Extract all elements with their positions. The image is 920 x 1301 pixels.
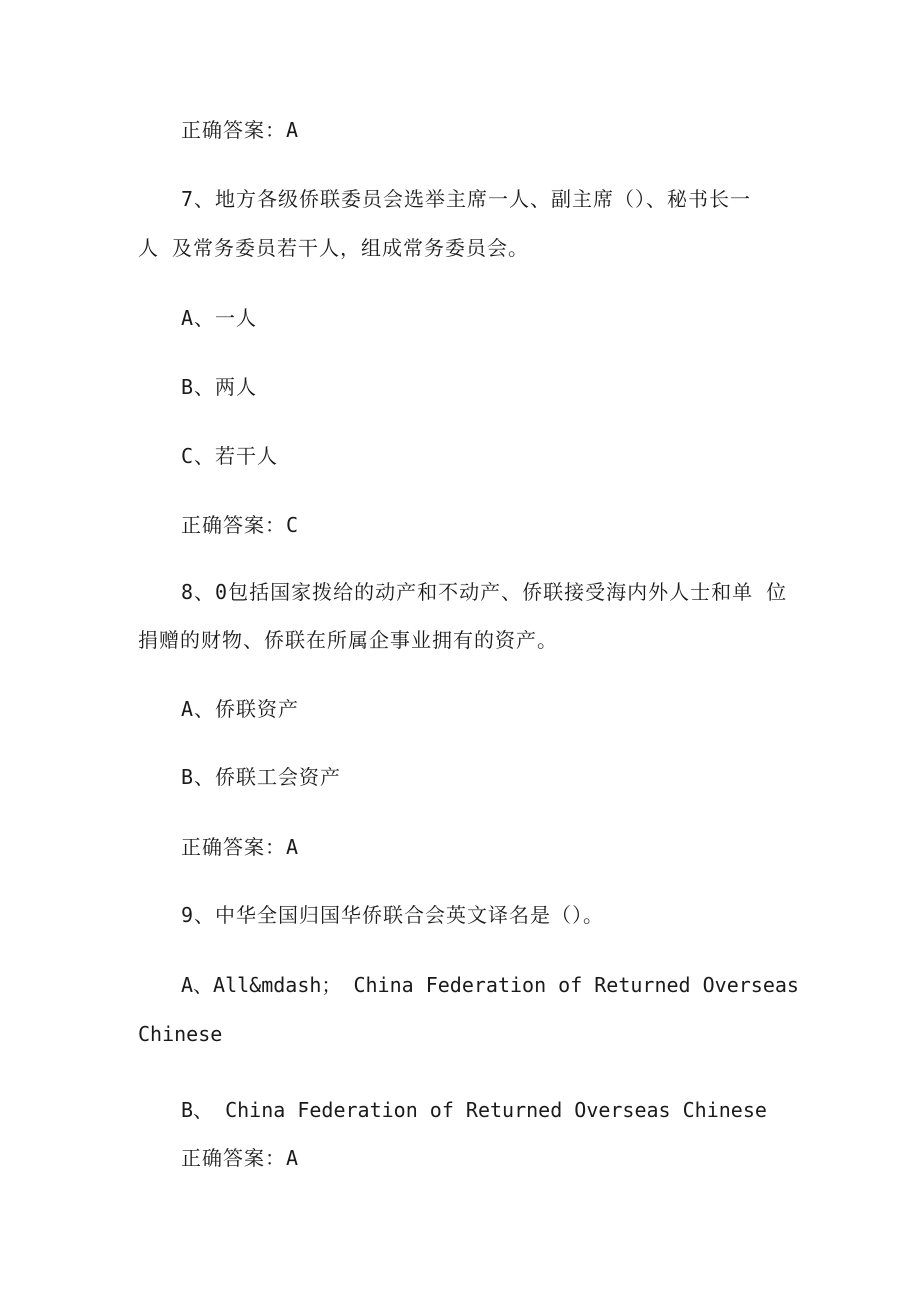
question-7-option-b: B、两人: [181, 375, 258, 399]
question-8-line-2: 捐赠的财物、侨联在所属企事业拥有的资产。: [138, 628, 558, 652]
question-9-option-b: B、 China Federation of Returned Overseas Chinese: [181, 1098, 767, 1122]
question-8-option-a: A、侨联资产: [181, 697, 300, 721]
question-9-answer: 正确答案：A: [181, 1146, 300, 1170]
question-7-option-a: A、一人: [181, 306, 258, 330]
answer-previous: 正确答案：A: [181, 118, 300, 142]
question-8-line-1: 8、0包括国家拨给的动产和不动产、侨联接受海内外人士和单 位: [181, 580, 788, 604]
question-7-answer: 正确答案：C: [181, 513, 300, 537]
question-7-option-c: C、若干人: [181, 444, 279, 468]
question-7-line-2: 人 及常务委员若干人，组成常务委员会。: [138, 236, 530, 260]
question-9-option-a-line-1: A、All&mdash； China Federation of Returned Overseas: [181, 973, 799, 997]
question-9-line-1: 9、中华全国归国华侨联合会英文译名是（）。: [181, 903, 605, 927]
question-9-option-a-line-2: Chinese: [138, 1022, 223, 1046]
question-8-answer: 正确答案：A: [181, 835, 300, 859]
question-7-line-1: 7、地方各级侨联委员会选举主席一人、副主席（）、秘书长一: [181, 187, 752, 211]
question-8-option-b: B、侨联工会资产: [181, 765, 342, 789]
